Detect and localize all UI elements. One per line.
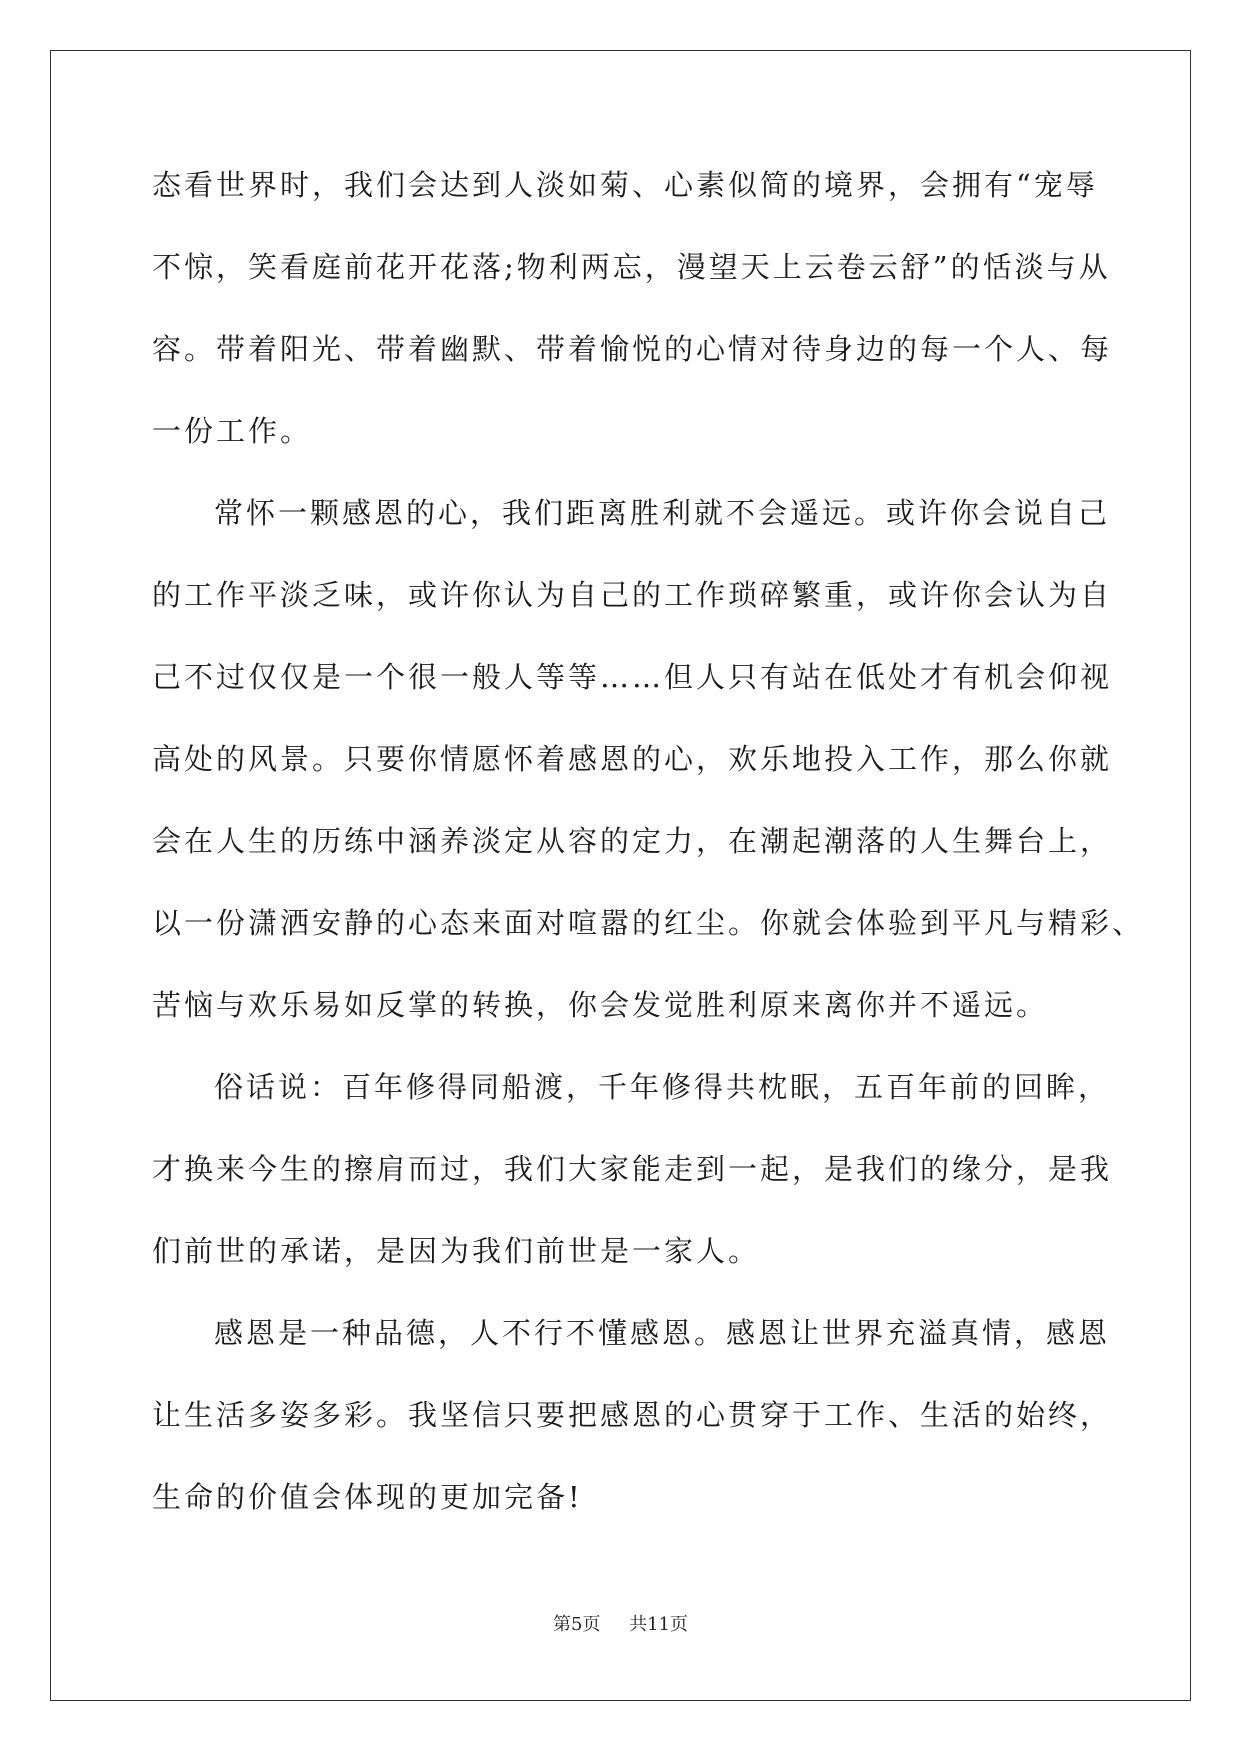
text-line: 一份工作。 [152,414,313,448]
text-line: 容。带着阳光、带着幽默、带着愉悦的心情对待身边的每一个人、每 [152,332,1113,366]
text-line: 俗话说：百年修得同船渡，千年修得共枕眠，五百年前的回眸， [214,1070,1111,1104]
text-line: 己不过仅仅是一个很一般人等等……但人只有站在低处才有机会仰视 [152,660,1113,694]
document-body [152,160,1145,1554]
page-total: 共11页 [629,1614,688,1635]
text-line: 常怀一颗感恩的心，我们距离胜利就不会遥远。或许你会说自己 [214,496,1111,530]
text-line: 高处的风景。只要你情愿怀着感恩的心，欢乐地投入工作，那么你就 [152,742,1113,776]
text-line: 苦恼与欢乐易如反掌的转换，你会发觉胜利原来离你并不遥远。 [152,988,1049,1022]
text-line: 让生活多姿多彩。我坚信只要把感恩的心贯穿于工作、生活的始终， [152,1398,1113,1432]
text-line: 感恩是一种品德，人不行不懂感恩。感恩让世界充溢真情，感恩 [214,1316,1111,1350]
text-line: 会在人生的历练中涵养淡定从容的定力，在潮起潮落的人生舞台上， [152,824,1113,858]
text-line: 的工作平淡乏味，或许你认为自己的工作琐碎繁重，或许你会认为自 [152,578,1113,612]
text-line: 不惊，笑看庭前花开花落;物利两忘，漫望天上云卷云舒”的恬淡与从 [152,250,1111,284]
page-number: 第5页 [553,1614,601,1635]
page-footer [0,1610,1241,1636]
text-line: 们前世的承诺，是因为我们前世是一家人。 [152,1234,761,1268]
text-line: 才换来今生的擦肩而过，我们大家能走到一起，是我们的缘分，是我 [152,1152,1113,1186]
text-line: 生命的价值会体现的更加完备! [152,1480,583,1514]
text-line: 以一份潇洒安静的心态来面对喧嚣的红尘。你就会体验到平凡与精彩、 [152,906,1145,940]
text-line: 态看世界时，我们会达到人淡如菊、心素似简的境界，会拥有“宠辱 [152,168,1098,202]
